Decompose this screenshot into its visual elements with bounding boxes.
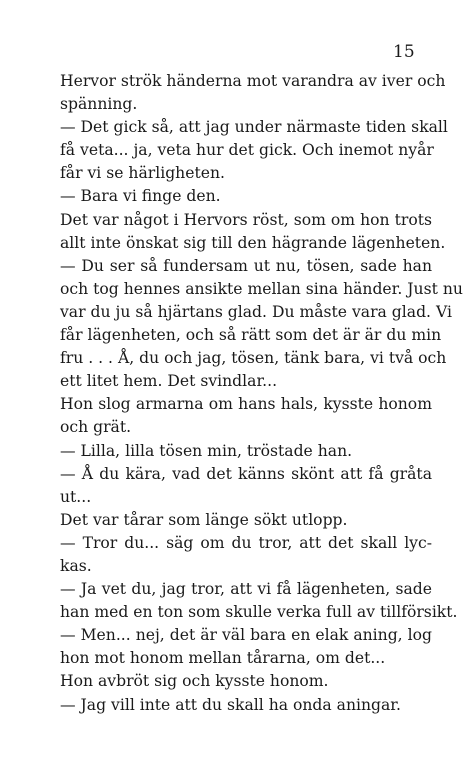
text-line: allt inte önskat sig till den hägrande lägenheten. [60,233,446,252]
text-line: — Men... nej, det är väl bara en elak aning, log [60,626,432,645]
text-line: Det var tårar som länge sökt utlopp. [60,510,348,529]
body-text [60,70,463,717]
text-line: Hervor strök händerna mot varandra av iver och [60,72,446,90]
page-number: 15 [393,42,415,62]
text-line: spänning. [60,95,138,114]
text-line: — Jag vill inte att du skall ha onda aningar. [60,695,402,714]
text-line: fru . . . Å, du och jag, tösen, tänk bara, vi två och [60,349,447,368]
text-line: kas. [60,556,92,575]
text-line: Hon avbröt sig och kysste honom. [60,672,329,691]
text-line: få veta... ja, veta hur det gick. Och inemot nyår [60,141,434,160]
text-line: Hon slog armarna om hans hals, kysste honom [60,395,432,414]
text-line: och grät. [60,418,132,437]
text-line: får lägenheten, och så rätt som det är är du min [60,326,442,345]
text-line: Det var något i Hervors röst, som om hon trots [60,210,432,229]
text-line: — Det gick så, att jag under närmaste tiden skall [60,118,448,137]
text-line: — Tror du... säg om du tror, att det skall lyc- [60,533,432,552]
text-line: — Bara vi finge den. [60,187,221,206]
text-line: han med en ton som skulle verka full av tillförsikt. [60,603,458,622]
text-line: — Å du kära, vad det känns skönt att få gråta [60,464,432,483]
text-line: — Lilla, lilla tösen min, tröstade han. [60,441,353,460]
text-line: och tog hennes ansikte mellan sina händer. Just nu [60,279,463,298]
text-line: var du ju så hjärtans glad. Du måste vara glad. Vi [60,302,452,321]
text-line: — Ja vet du, jag tror, att vi få lägenheten, sade [60,580,432,599]
text-line: — Du ser så fundersam ut nu, tösen, sade han [60,256,432,275]
text-line: ett litet hem. Det svindlar... [60,372,278,391]
text-line: får vi se härligheten. [60,164,225,183]
text-line: hon mot honom mellan tårarna, om det... [60,649,386,668]
text-line: ut... [60,487,92,506]
